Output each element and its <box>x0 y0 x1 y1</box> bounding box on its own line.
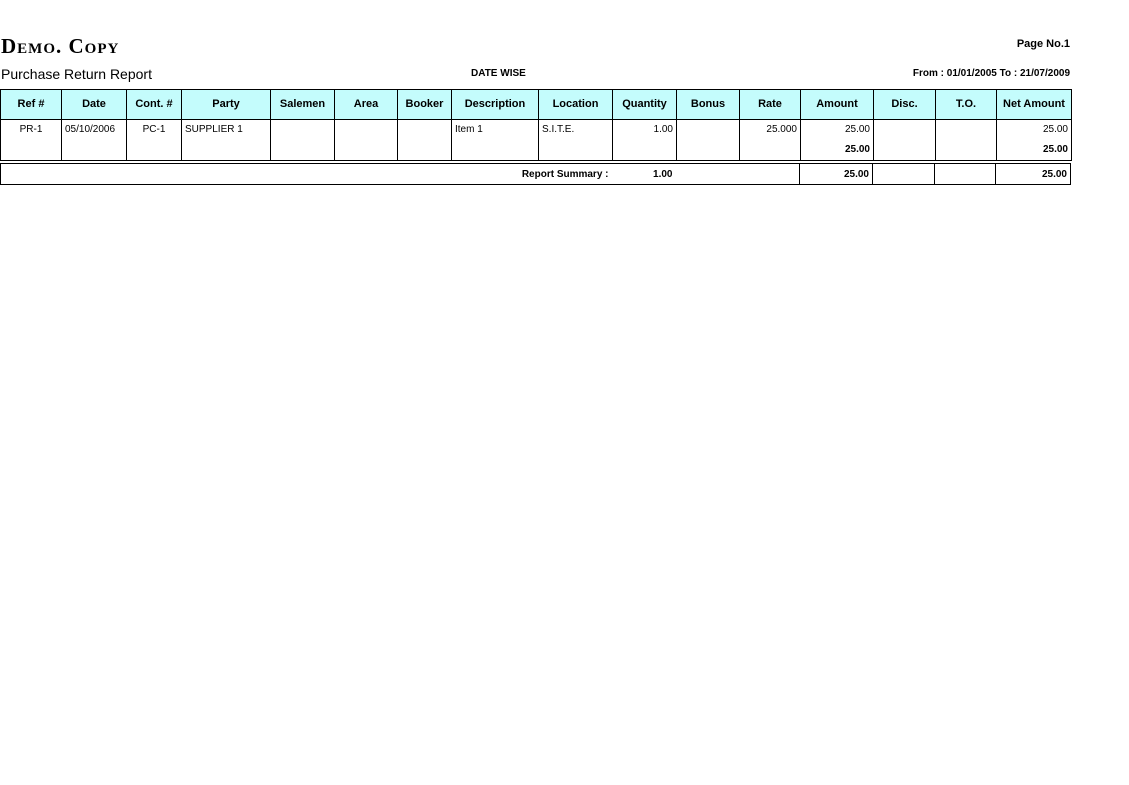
cell-location: S.I.T.E. <box>539 120 613 145</box>
column-header-to: T.O. <box>936 90 997 120</box>
column-header-quantity: Quantity <box>613 90 677 120</box>
column-header-location: Location <box>539 90 613 120</box>
column-header-net-amount: Net Amount <box>997 90 1072 120</box>
summary-amount: 25.00 <box>800 164 873 185</box>
cell-date: 05/10/2006 <box>62 120 127 145</box>
subtotal-net-amount: 25.00 <box>997 144 1072 161</box>
company-title: Demo. Copy <box>1 34 120 58</box>
cell-cont: PC-1 <box>127 120 182 145</box>
cell-party: SUPPLIER 1 <box>182 120 271 145</box>
column-header-area: Area <box>335 90 398 120</box>
cell-quantity: 1.00 <box>613 120 677 145</box>
subtotal-row <box>1 144 1072 161</box>
column-header-rate: Rate <box>740 90 801 120</box>
cell-rate: 25.000 <box>740 120 801 145</box>
report-mode: DATE WISE <box>471 68 526 79</box>
table-row <box>1 120 1072 145</box>
column-header-disc: Disc. <box>874 90 936 120</box>
column-header-amount: Amount <box>801 90 874 120</box>
cell-disc <box>874 120 936 145</box>
column-header-booker: Booker <box>398 90 452 120</box>
cell-area <box>335 120 398 145</box>
cell-amount: 25.00 <box>801 120 874 145</box>
table-header-row <box>1 90 1072 120</box>
cell-booker <box>398 120 452 145</box>
cell-description: Item 1 <box>452 120 539 145</box>
column-header-bonus: Bonus <box>677 90 740 120</box>
date-range: From : 01/01/2005 To : 21/07/2009 <box>912 68 1070 79</box>
report-title: Purchase Return Report <box>1 66 152 82</box>
cell-ref: PR-1 <box>1 120 62 145</box>
column-header-party: Party <box>182 90 271 120</box>
report-table <box>0 89 1072 161</box>
summary-label: Report Summary : <box>521 168 609 180</box>
page-number: Page No.1 <box>1016 38 1070 50</box>
cell-bonus <box>677 120 740 145</box>
cell-salemen <box>271 120 335 145</box>
column-header-description: Description <box>452 90 539 120</box>
summary-row <box>1 164 1071 185</box>
column-header-salemen: Salemen <box>271 90 335 120</box>
column-header-cont: Cont. # <box>127 90 182 120</box>
subtotal-amount: 25.00 <box>801 144 874 161</box>
report-summary <box>0 163 1071 185</box>
column-header-date: Date <box>62 90 127 120</box>
summary-net-amount: 25.00 <box>996 164 1071 185</box>
summary-quantity: 1.00 <box>653 168 673 180</box>
cell-net-amount: 25.00 <box>997 120 1072 145</box>
column-header-ref: Ref # <box>1 90 62 120</box>
cell-to <box>936 120 997 145</box>
